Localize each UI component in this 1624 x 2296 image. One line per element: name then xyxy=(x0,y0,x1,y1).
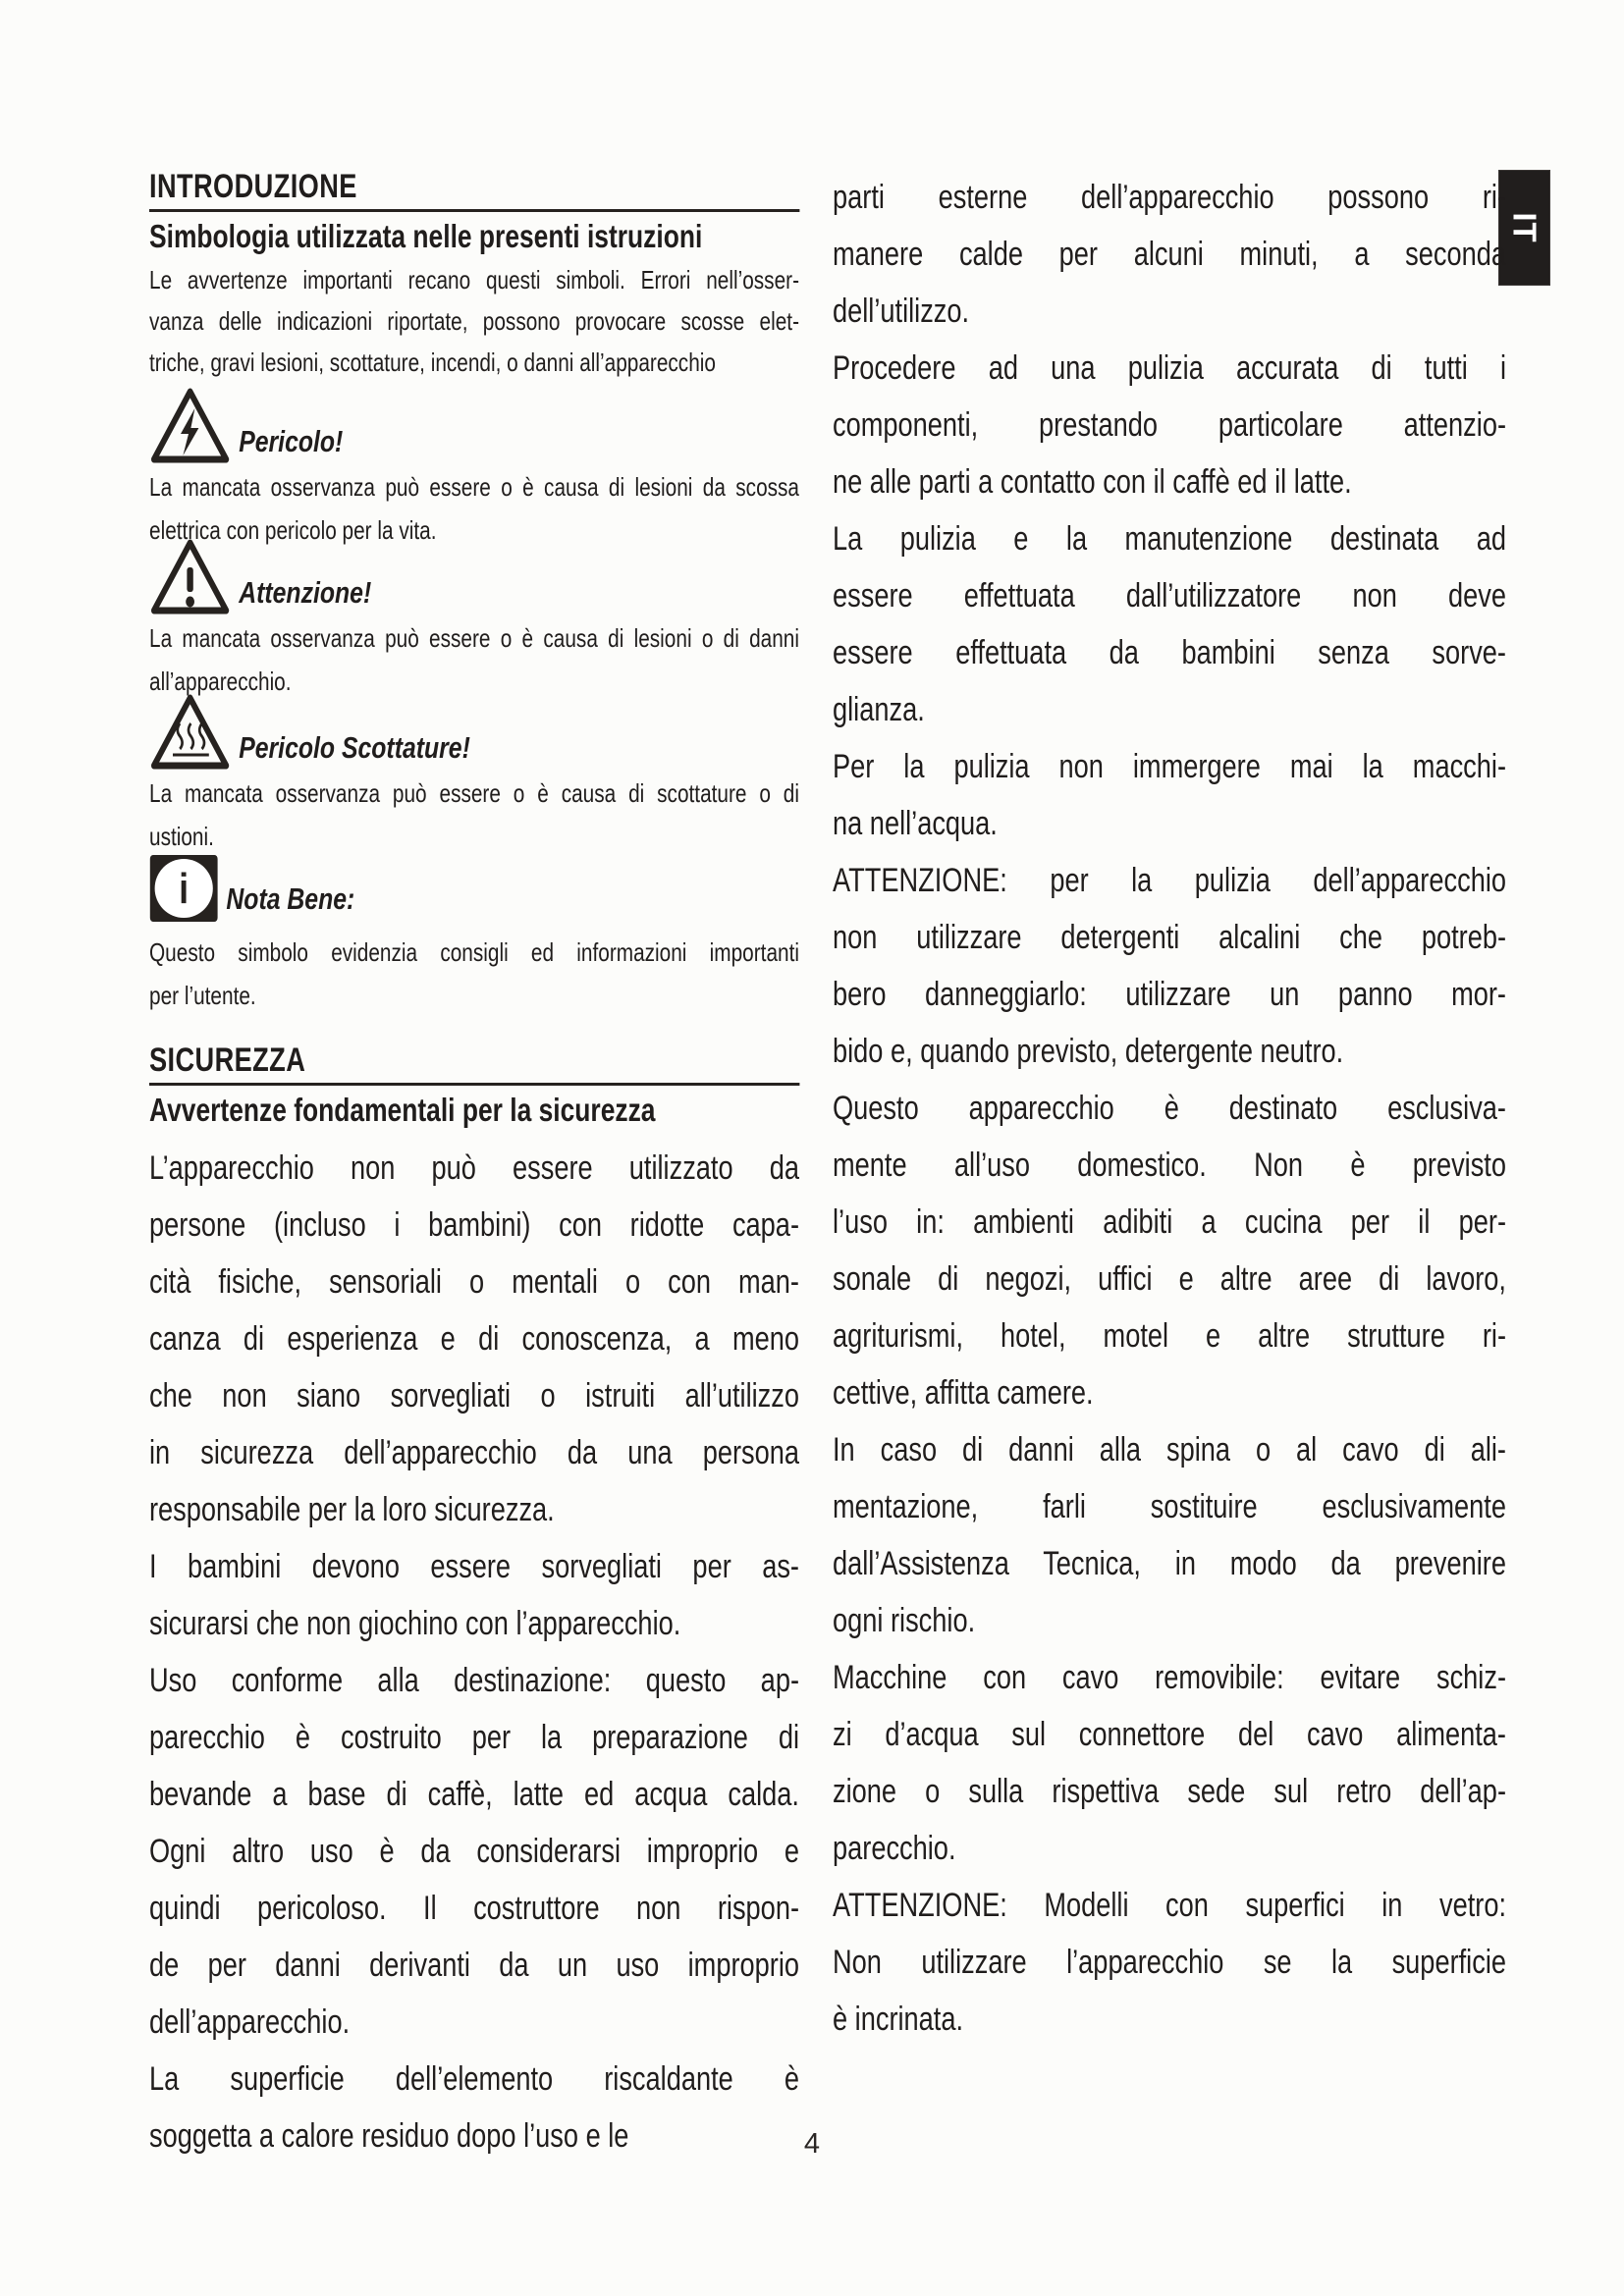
text-line: non utilizzare detergenti alcalini che potreb- xyxy=(833,919,1506,956)
svg-text:i: i xyxy=(179,865,189,913)
subheading-simbologia: Simbologia utilizzata nelle presenti istruzioni xyxy=(149,218,703,254)
text-line: che non siano sorvegliati o istruiti all’utilizzo xyxy=(149,1377,799,1415)
text-line: è incrinata. xyxy=(833,2001,964,2038)
paragraph xyxy=(149,1538,799,1652)
text-line: dall’Assistenza Tecnica, in modo da prevenire xyxy=(833,1545,1506,1582)
paragraph xyxy=(833,1877,1506,2048)
section-heading-sicurezza: SICUREZZA xyxy=(149,1042,799,1086)
text-line: I bambini devono essere sorvegliati per as- xyxy=(149,1548,799,1585)
text-line: l’uso in: ambienti adibiti a cucina per il per- xyxy=(833,1203,1506,1241)
text-line: La superficie dell’elemento riscaldante è xyxy=(149,2060,799,2098)
text-line: mente all’uso domestico. Non è previsto xyxy=(833,1147,1506,1184)
text-line: na nell’acqua. xyxy=(833,805,998,842)
text-line: parecchio è costruito per la preparazione di xyxy=(149,1719,799,1756)
page-number: 4 xyxy=(803,2128,821,2160)
text-line: Macchine con cavo removibile: evitare schiz- xyxy=(833,1659,1506,1696)
text-line: Procedere ad una pulizia accurata di tutti i xyxy=(833,349,1506,387)
left-column xyxy=(149,169,799,2164)
text-line: soggetta a calore residuo dopo l’uso e le xyxy=(149,2117,629,2155)
paragraph xyxy=(833,169,1506,340)
paragraph xyxy=(149,1140,799,1538)
text-line: bero danneggiarlo: utilizzare un panno mor- xyxy=(833,976,1506,1013)
lightning-triangle-icon xyxy=(149,387,231,465)
warning-scottature xyxy=(149,693,799,772)
note-text xyxy=(149,931,799,1017)
text-line: Per la pulizia non immergere mai la macchi- xyxy=(833,748,1506,785)
text-line: La mancata osservanza può essere o è causa di scottature o di xyxy=(149,778,799,808)
paragraph xyxy=(833,1080,1506,1421)
text-line: triche, gravi lesioni, scottature, incendi, o danni all’apparecchio xyxy=(149,347,716,377)
warning-label: Pericolo! xyxy=(239,424,344,458)
text-line: canza di esperienza e di conoscenza, a meno xyxy=(149,1320,799,1358)
text-line: ne alle parti a contatto con il caffè ed il latte. xyxy=(833,463,1352,501)
text-line: parti esterne dell’apparecchio possono ri- xyxy=(833,179,1506,216)
text-line: de per danni derivanti da un uso improprio xyxy=(149,1947,799,1984)
paragraph xyxy=(833,1649,1506,1877)
text-line: vanza delle indicazioni riportate, possono provocare scosse elet- xyxy=(149,306,799,336)
text-line: responsabile per la loro sicurezza. xyxy=(149,1491,555,1528)
text-line: Non utilizzare l’apparecchio se la superficie xyxy=(833,1944,1506,1981)
text-line: bevande a base di caffè, latte ed acqua calda. xyxy=(149,1776,799,1813)
right-body xyxy=(833,169,1506,2048)
right-column xyxy=(833,169,1506,2048)
warning-label: Pericolo Scottature! xyxy=(239,730,470,765)
text-line: bido e, quando previsto, detergente neutro. xyxy=(833,1033,1344,1070)
exclamation-triangle-icon xyxy=(149,538,231,616)
text-line: cettive, affitta camere. xyxy=(833,1374,1094,1412)
paragraph xyxy=(833,738,1506,852)
text-line: parecchio. xyxy=(833,1830,956,1867)
text-line: Le avvertenze importanti recano questi simboli. Errori nell’osser- xyxy=(149,265,799,294)
text-line: sonale di negozi, uffici e altre aree di lavoro, xyxy=(833,1260,1506,1298)
hot-surface-triangle-icon xyxy=(149,693,231,772)
paragraph xyxy=(833,1421,1506,1649)
text-line: ustioni. xyxy=(149,822,214,851)
language-tab xyxy=(1499,171,1549,285)
paragraph xyxy=(149,1652,799,2051)
text-line: componenti, prestando particolare attenzio- xyxy=(833,406,1506,444)
language-tab-label: IT xyxy=(1506,212,1543,243)
security-body xyxy=(149,1140,799,2164)
text-line: essere effettuata dall’utilizzatore non deve xyxy=(833,577,1506,614)
text-line: ATTENZIONE: Modelli con superfici in vetro: xyxy=(833,1887,1506,1924)
warning-label: Attenzione! xyxy=(239,575,372,610)
text-line: dell’utilizzo. xyxy=(833,293,970,330)
text-line: glianza. xyxy=(833,691,925,728)
paragraph xyxy=(833,340,1506,510)
text-line: persone (incluso i bambini) con ridotte capa- xyxy=(149,1206,799,1244)
text-line: L’apparecchio non può essere utilizzato da xyxy=(149,1149,799,1187)
text-line: Questo simbolo evidenzia consigli ed informazioni importanti xyxy=(149,937,799,967)
text-line: in sicurezza dell’apparecchio da una persona xyxy=(149,1434,799,1471)
text-line: La mancata osservanza può essere o è causa di lesioni o di danni xyxy=(149,623,799,653)
section-heading-introduzione: INTRODUZIONE xyxy=(149,169,799,212)
subheading-avvertenze: Avvertenze fondamentali per la sicurezza xyxy=(149,1092,656,1128)
text-line: La mancata osservanza può essere o è causa di lesioni da scossa xyxy=(149,472,799,502)
text-line: dell’apparecchio. xyxy=(149,2003,351,2041)
warning-text xyxy=(149,616,799,703)
text-line: elettrica con pericolo per la vita. xyxy=(149,515,437,545)
text-line: quindi pericoloso. Il costruttore non rispon- xyxy=(149,1890,799,1927)
text-line: cità fisiche, sensoriali o mentali o con man- xyxy=(149,1263,799,1301)
text-line: Questo apparecchio è destinato esclusiva- xyxy=(833,1090,1506,1127)
text-line: per l’utente. xyxy=(149,981,256,1010)
text-line: Ogni altro uso è da considerarsi improprio e xyxy=(149,1833,799,1870)
text-line: ATTENZIONE: per la pulizia dell’apparecchio xyxy=(833,862,1506,899)
text-line: essere effettuata da bambini senza sorve- xyxy=(833,634,1506,671)
text-line: ogni rischio. xyxy=(833,1602,976,1639)
text-line: Uso conforme alla destinazione: questo ap- xyxy=(149,1662,799,1699)
warning-text xyxy=(149,772,799,858)
note-label: Nota Bene: xyxy=(226,881,355,916)
warning-pericolo xyxy=(149,387,799,465)
text-line: agriturismi, hotel, motel e altre strutture ri- xyxy=(833,1317,1506,1355)
text-line: sicurarsi che non giochino con l’apparecchio. xyxy=(149,1605,681,1642)
text-line: In caso di danni alla spina o al cavo di ali- xyxy=(833,1431,1506,1468)
note-nota-bene xyxy=(149,854,799,923)
text-line: mentazione, farli sostituire esclusivamente xyxy=(833,1488,1506,1525)
text-line: zione o sulla rispettiva sede sul retro dell’ap- xyxy=(833,1773,1506,1810)
text-line: zi d’acqua sul connettore del cavo alimenta- xyxy=(833,1716,1506,1753)
text-line: manere calde per alcuni minuti, a seconda xyxy=(833,236,1506,273)
paragraph xyxy=(833,852,1506,1080)
text-line: La pulizia e la manutenzione destinata ad xyxy=(833,520,1506,558)
paragraph xyxy=(833,510,1506,738)
intro-paragraph xyxy=(149,259,799,383)
info-icon xyxy=(149,854,218,923)
text-line: all’apparecchio. xyxy=(149,667,292,696)
